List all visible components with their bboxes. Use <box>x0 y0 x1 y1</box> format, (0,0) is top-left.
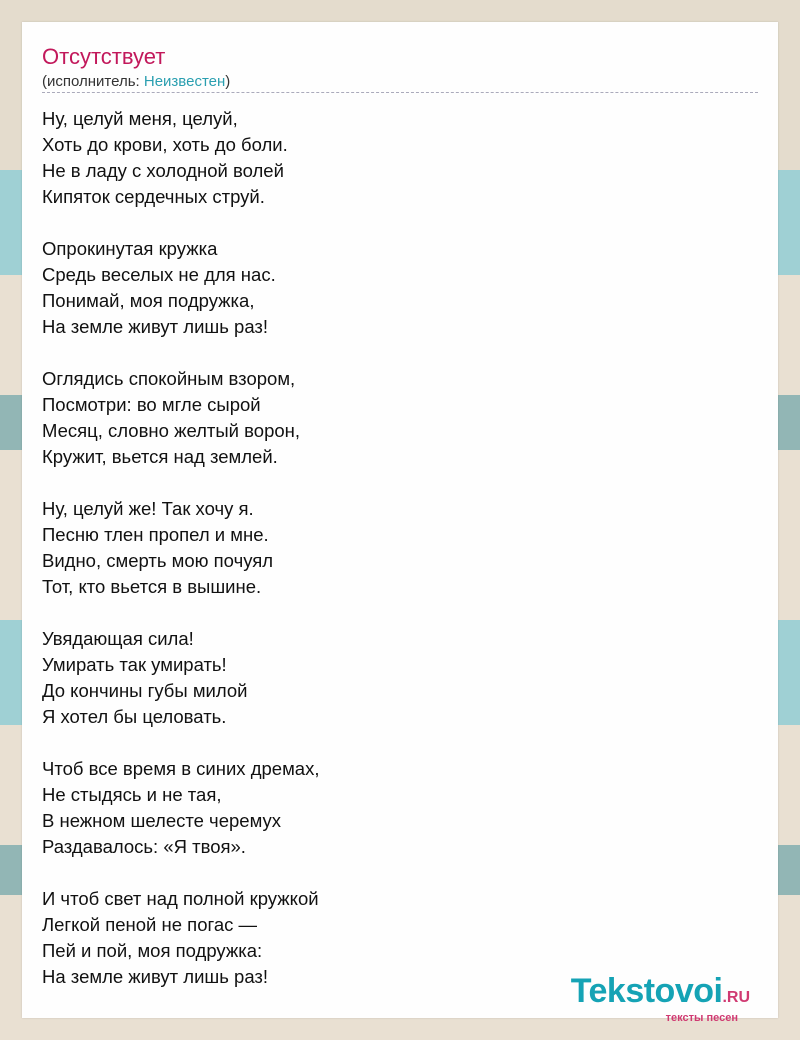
lyrics-line: Месяц, словно желтый ворон, <box>42 420 300 441</box>
lyrics-line: Раздавалось: «Я твоя». <box>42 836 246 857</box>
lyrics-body <box>42 106 742 1016</box>
lyrics-line: Понимай, моя подружка, <box>42 290 255 311</box>
lyrics-line: Чтоб все время в синих дремах, <box>42 758 320 779</box>
title-divider <box>42 92 758 93</box>
lyrics-line: Не стыдясь и не тая, <box>42 784 222 805</box>
lyrics-line: В нежном шелесте черемух <box>42 810 281 831</box>
lyrics-line: Кружит, вьется над землей. <box>42 446 278 467</box>
lyrics-sheet <box>22 22 778 1024</box>
lyrics-line: До кончины губы милой <box>42 680 248 701</box>
lyrics-line: Кипяток сердечных струй. <box>42 186 265 207</box>
lyrics-line: Легкой пеной не погас — <box>42 914 257 935</box>
lyrics-stanza <box>42 756 742 860</box>
lyrics-line: Умирать так умирать! <box>42 654 227 675</box>
lyrics-line: Опрокинутая кружка <box>42 238 218 259</box>
lyrics-line: Пей и пой, моя подружка: <box>42 940 263 961</box>
artist-suffix: ) <box>225 73 231 90</box>
song-title: Отсутствует <box>42 44 166 69</box>
lyrics-line: Оглядись спокойным взором, <box>42 368 296 389</box>
lyrics-line: Посмотри: во мгле сырой <box>42 394 261 415</box>
logo-tagline: тексты песен <box>665 1012 738 1024</box>
lyrics-line: Средь веселых не для нас. <box>42 264 276 285</box>
lyrics-line: Хоть до крови, хоть до боли. <box>42 134 288 155</box>
lyrics-stanza <box>42 496 742 600</box>
lyrics-line: На земле живут лишь раз! <box>42 316 269 337</box>
lyrics-stanza <box>42 626 742 730</box>
artist-prefix: (исполнитель: <box>42 73 144 90</box>
lyrics-stanza <box>42 366 742 470</box>
lyrics-line: Песню тлен пропел и мне. <box>42 524 269 545</box>
lyrics-line: Не в ладу с холодной волей <box>42 160 284 181</box>
lyrics-line: Увядающая сила! <box>42 628 194 649</box>
lyrics-stanza <box>42 106 742 210</box>
artist-line <box>42 73 230 90</box>
artist-link[interactable]: Неизвестен <box>143 73 226 90</box>
lyrics-line: На земле живут лишь раз! <box>42 966 269 987</box>
logo-main-text: Tekstovoi <box>570 972 723 1010</box>
lyrics-line: Ну, целуй же! Так хочу я. <box>42 498 254 519</box>
logo-tld-text: .RU <box>722 989 750 1006</box>
lyrics-line: Тот, кто вьется в вышине. <box>42 576 262 597</box>
lyrics-stanza <box>42 236 742 340</box>
lyrics-line: Я хотел бы целовать. <box>42 706 227 727</box>
lyrics-line: Видно, смерть мою почуял <box>42 550 274 571</box>
site-logo[interactable] <box>570 972 750 1024</box>
lyrics-line: Ну, целуй меня, целуй, <box>42 108 238 129</box>
lyrics-line: И чтоб свет над полной кружкой <box>42 888 319 909</box>
